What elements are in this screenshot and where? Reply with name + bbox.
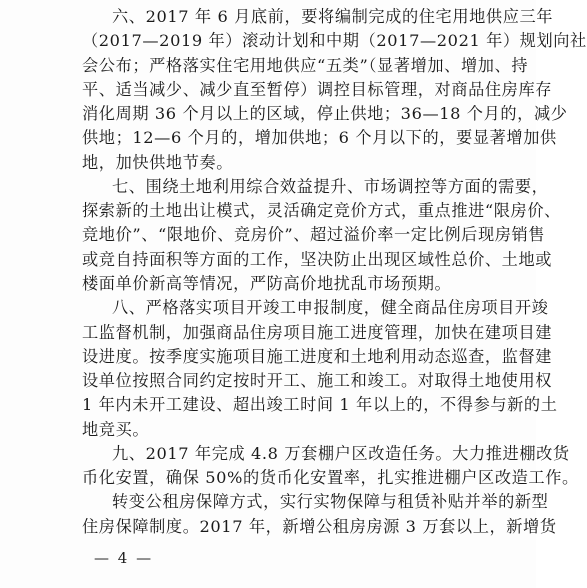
text-line: 供地；12—6 个月的，增加供地；6 个月以下的，要显著增加供: [82, 128, 557, 147]
text-line: 会公布；严格落实住宅用地供应“五类”（显著增加、增加、持: [82, 56, 529, 75]
text-line: 或竞自持面积等方面的工作，坚决防止出现区域性总价、土地或: [82, 250, 553, 269]
text-line: 九、2017 年完成 4.8 万套棚户区改造任务。大力推进棚改货: [112, 444, 570, 463]
text-line: 八、严格落实项目开竣工申报制度，健全商品住房项目开竣: [112, 298, 549, 317]
text-line: 设进度。按季度实施项目施工进度和土地利用动态巡查，监督建: [82, 347, 553, 366]
text-line: 工监督机制，加强商品住房项目施工进度管理，加快在建项目建: [82, 323, 553, 342]
text-line: 探索新的土地出让模式，灵活确定竞价方式，重点推进“限房价、: [82, 201, 561, 220]
text-line: 转变公租房保障方式，实行实物保障与租赁补贴并举的新型: [112, 492, 549, 511]
text-line: 消化周期 36 个月以上的区域，停止供地；36—18 个月的，减少: [82, 104, 568, 123]
text-line: 六、2017 年 6 月底前，要将编制完成的住宅用地供应三年: [112, 7, 554, 26]
text-line: 币化安置，确保 50%的货币化安置率，扎实推进棚户区改造工作。: [82, 468, 579, 487]
text-line: 1 年内未开工建设、超出竣工时间 1 年以上的，不得参与新的土: [82, 395, 558, 414]
text-line: 设单位按照合同约定按时开工、施工和竣工。对取得土地使用权: [82, 371, 553, 390]
text-line: 住房保障制度。2017 年，新增公租房房源 3 万套以上，新增货: [82, 517, 557, 536]
text-line: 七、围绕土地利用综合效益提升、市场调控等方面的需要，: [112, 177, 549, 196]
text-line: 竞地价”、“限地价、竞房价”、超过溢价率一定比例后现房销售: [82, 225, 546, 244]
text-line: 楼面单价新高等情况，严防高价地扰乱市场预期。: [82, 274, 452, 293]
text-line: 平、适当减少、减少直至暂停）调控目标管理，对商品住房库存: [82, 80, 553, 99]
text-line: （2017—2019 年）滚动计划和中期（2017—2021 年）规划向社: [82, 31, 587, 50]
text-line: 地竞买。: [82, 420, 150, 439]
page-number: — 4 —: [94, 549, 154, 567]
text-line: 地，加快供地节奏。: [82, 153, 234, 172]
